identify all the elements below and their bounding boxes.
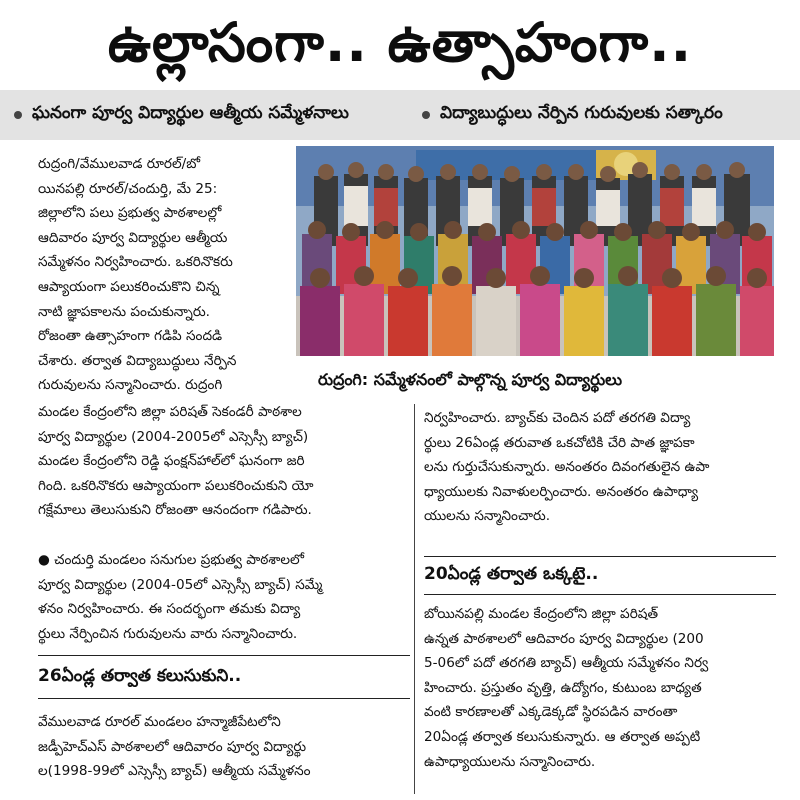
divider [424,556,776,557]
left-paragraph-1-narrow: రుద్రంగి/వేములవాడ రూరల్/బో యినపల్లి రూరల్/చందుర్తి, మే 25: జిల్లాలోని పలు ప్రభుత్వ పాఠశాలల్లో ఆదివారం పూర్వ విద్యార్థుల ఆత్మీయ సమ్మేళనం నిర్వహించారు. ఒకరినొకరు ఆప్యాయంగా పలుకరించుకొని చిన్న నాటి జ్ఞాపకాలను పంచుకున్నారు. రోజంతా ఉత్సాహంగా గడిపి సందడి చేశారు. తర్వాత విద్యాబుద్ధులు నేర్పిన గురువులను సన్మానించారు. రుద్రంగి [38,156,237,394]
subheadline-item [0,103,418,127]
bullet-icon [14,111,22,119]
right-subheading: 20ఏండ్ల తర్వాత ఒక్కటై.. [424,564,599,584]
bullet-icon [422,111,430,119]
divider [424,594,776,595]
subheadline-text: ఘనంగా పూర్వ విద్యార్థుల ఆత్మీయ సమ్మేళనాలు [32,103,349,123]
column-divider [414,404,415,794]
divider [38,698,410,699]
right-paragraph-2: బోయినపల్లి మండల కేంద్రంలోని జిల్లా పరిషత్ ఉన్నత పాఠశాలలో ఆదివారం పూర్వ విద్యార్థుల (200 5-06లో పదో తరగతి బ్యాచ్) ఆత్మీయ సమ్మేళనం నిర్వ హించారు. ప్రస్తుతం వృత్తి, ఉద్యోగం, కుటుంబ బాధ్యత వంటి కారణాలతో ఎక్కడెక్కడో స్థిరపడిన వారంతా 20ఏండ్ల తర్వాత కలుసుకున్నారు. ఆ తర్వాత అప్పటి ఉపాధ్యాయులను సన్మానించారు. [424,606,709,770]
group-photo [296,146,774,356]
divider [38,655,410,656]
headline: ఉల్లాసంగా.. ఉత్సాహంగా.. [107,11,693,74]
group-photo-illustration [296,146,774,356]
subheadline-bar [0,90,800,140]
subheadline-item [418,103,790,127]
left-paragraph-3: వేములవాడ రూరల్ మండలం హన్మాజీపేటలోని జడ్పీహెచ్ఎస్ పాఠశాలలో ఆదివారం పూర్వ విద్యార్థు ల(1998-99లో ఎస్సెస్సీ బ్యాచ్) ఆత్మీయ సమ్మేళనం [38,714,311,780]
photo-caption: రుద్రంగి: సమ్మేళనంలో పాల్గొన్న పూర్వ విద్యార్థులు [318,370,623,389]
subheadline-text: విద్యాబుద్ధులు నేర్పిన గురువులకు సత్కారం [440,103,723,123]
left-subheading: 26ఏండ్ల తర్వాత కలుసుకుని.. [38,666,242,686]
left-paragraph-2: ● చందుర్తి మండలం సనుగుల ప్రభుత్వ పాఠశాలలో పూర్వ విద్యార్థుల (2004-05లో ఎస్సెస్సీ బ్యాచ్) సమ్మే ళనం నిర్వహించారు. ఈ సందర్భంగా తమకు విద్యా ర్థులు నేర్పించిన గురువులను వారు సన్మానించారు. [38,552,323,642]
left-paragraph-1-wide: మండల కేంద్రంలోని జిల్లా పరిషత్ సెకండరీ పాఠశాల పూర్వ విద్యార్థుల (2004-2005లో ఎస్సెస్సీ బ్యాచ్) మండల కేంద్రంలోని రెడ్డి ఫంక్షన్‌హాల్‌లో ఘనంగా జరి గింది. ఒకరినొకరు ఆప్యాయంగా పలుకరించుకుని యో గక్షేమాలు తెలుసుకుని రోజంతా ఆనందంగా గడిపారు. [38,404,314,519]
right-paragraph-1: నిర్వహించారు. బ్యాచ్‌కు చెందిన పదో తరగతి విద్యా ర్థులు 26ఏండ్ల తరువాత ఒకచోటికి చేరి పాత జ్ఞాపకా లను గుర్తుచేసుకున్నారు. అనంతరం దివంగతులైన ఉపా ధ్యాయులకు నివాళులర్పించారు. అనంతరం ఉపాధ్యా యులను సన్మానించారు. [424,410,710,525]
